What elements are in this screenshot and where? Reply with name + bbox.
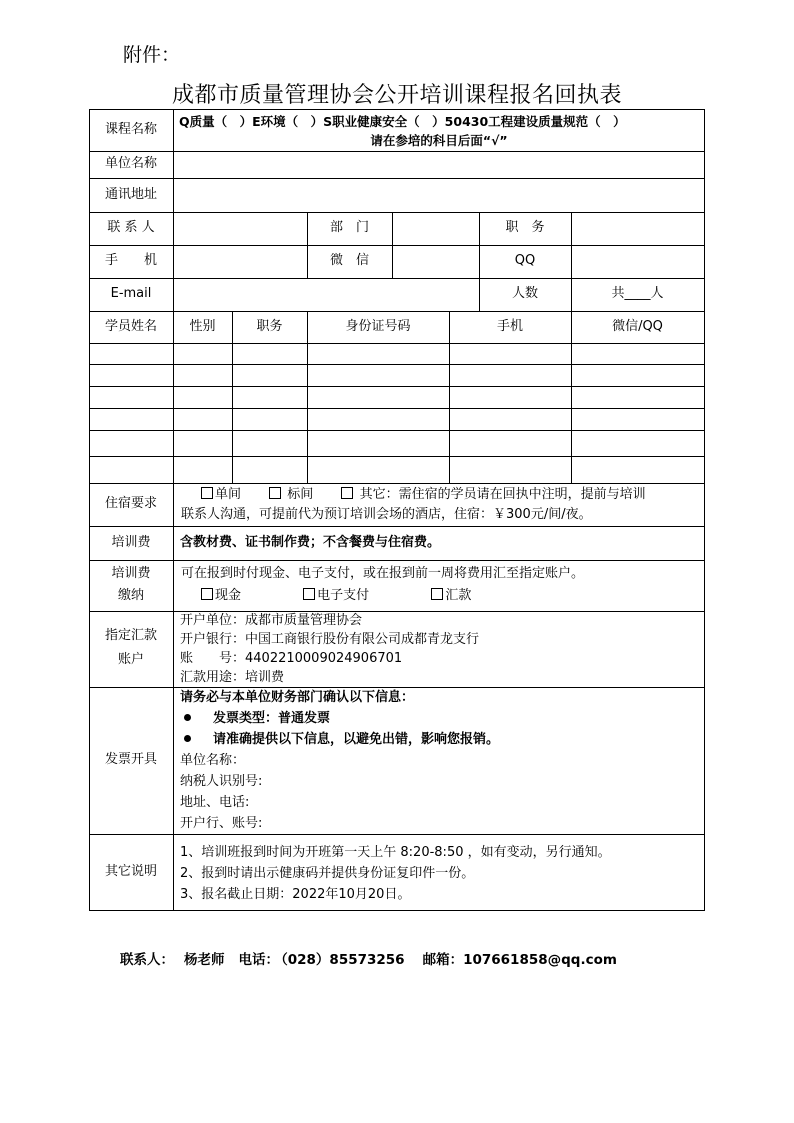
student-position-field[interactable] (233, 365, 307, 386)
student-id-number-field[interactable] (308, 387, 449, 408)
bank-label-line1: 指定汇款 (104, 628, 157, 643)
contact-label: 联 系 人 (107, 220, 155, 236)
student-mobile-field[interactable] (450, 344, 571, 364)
student-wechat-qq-field[interactable] (572, 409, 704, 430)
student-mobile-field[interactable] (450, 365, 571, 386)
option-cash-label: 现金 (215, 588, 242, 603)
payment-text: 可在报到时付现金、电子支付，或在报到前一周将费用汇至指定账户。 (181, 566, 585, 581)
student-position-field[interactable] (233, 387, 307, 408)
student-header-name: 学员姓名 (104, 318, 157, 334)
email-label: E-mail (110, 286, 152, 302)
student-header-id: 身份证号码 (345, 318, 411, 334)
student-name-field[interactable] (90, 457, 173, 483)
student-position-field[interactable] (233, 344, 307, 364)
checkbox-icon (431, 588, 443, 600)
invoice-accuracy-note: 请准确提供以下信息，以避免出错，影响您报销。 (213, 732, 500, 747)
headcount-field[interactable]: 共____人 (611, 286, 664, 302)
bank-details (173, 611, 704, 687)
qq-label: QQ (514, 253, 536, 269)
wechat-label: 微 信 (329, 253, 369, 269)
student-wechat-qq-field[interactable] (572, 431, 704, 456)
option-cash[interactable] (201, 588, 241, 603)
table-border-right (704, 109, 705, 911)
student-mobile-field[interactable] (450, 387, 571, 408)
contact-field[interactable] (174, 213, 307, 245)
checkbox-icon (303, 588, 315, 600)
attachment-label: 附件： (123, 44, 181, 66)
unit-name-label: 单位名称 (104, 156, 157, 172)
note-line: 2、报到时请出示健康码并提供身份证复印件一份。 (180, 866, 475, 881)
student-id-number-field[interactable] (308, 431, 449, 456)
student-id-number-field[interactable] (308, 365, 449, 386)
option-transfer[interactable] (431, 588, 471, 603)
mobile-label: 手 机 (104, 253, 157, 269)
student-position-field[interactable] (233, 457, 307, 483)
footer-contact-label: 联系人： (120, 952, 174, 968)
position-field[interactable] (572, 213, 704, 245)
student-name-field[interactable] (90, 344, 173, 364)
headcount-label: 人数 (511, 286, 538, 302)
option-standard-room-label: 标间 (287, 487, 314, 502)
bank-name: 开户银行：中国工商银行股份有限公司成都青龙支行 (180, 632, 480, 647)
fee-label: 培训费 (111, 534, 151, 550)
student-gender-field[interactable] (174, 409, 232, 430)
student-gender-field[interactable] (174, 344, 232, 364)
invoice-details (173, 687, 704, 834)
fee-text: 含教材费、证书制作费；不含餐费与住宿费。 (180, 534, 441, 550)
invoice-label: 发票开具 (104, 752, 157, 768)
bank-account-holder: 开户单位：成都市质量管理协会 (180, 613, 363, 628)
invoice-field-bank-account[interactable]: 开户行、账号: (180, 816, 263, 831)
student-header-position: 职务 (256, 318, 283, 334)
student-mobile-field[interactable] (450, 457, 571, 483)
option-other[interactable] (341, 487, 645, 502)
student-gender-field[interactable] (174, 457, 232, 483)
checkbox-icon (201, 588, 213, 600)
unit-name-field[interactable] (174, 152, 704, 178)
bank-account-number: 账 号：4402210009024906701 (180, 651, 403, 666)
invoice-field-unit-name[interactable]: 单位名称： (180, 753, 246, 768)
position-label: 职 务 (505, 220, 545, 236)
other-notes-label: 其它说明 (104, 863, 157, 879)
payment-label (89, 560, 173, 611)
payment-label-line2: 缴纳 (117, 588, 144, 603)
option-transfer-label: 汇款 (445, 588, 472, 603)
student-header-gender: 性别 (189, 318, 216, 334)
note-line: 3、报名截止日期：2022年10月20日。 (180, 887, 411, 902)
page-title: 成都市质量管理协会公开培训课程报名回执表 (171, 83, 622, 108)
student-gender-field[interactable] (174, 365, 232, 386)
course-label: 课程名称 (104, 121, 157, 137)
student-name-field[interactable] (90, 431, 173, 456)
option-single-room[interactable] (201, 487, 241, 502)
student-id-number-field[interactable] (308, 409, 449, 430)
invoice-type: 发票类型：普通发票 (213, 711, 331, 726)
address-label: 通讯地址 (104, 186, 157, 202)
footer-contact-name: 杨老师 (184, 952, 225, 968)
footer-email[interactable]: 107661858@qq.com (463, 952, 617, 968)
checkbox-icon (201, 487, 213, 499)
bullet-icon (184, 735, 191, 742)
invoice-confirm-text: 请务必与本单位财务部门确认以下信息： (180, 690, 415, 705)
payment-options (174, 561, 704, 611)
student-gender-field[interactable] (174, 387, 232, 408)
student-position-field[interactable] (233, 431, 307, 456)
option-electronic-label: 电子支付 (317, 588, 370, 603)
student-name-field[interactable] (90, 409, 173, 430)
footer-email-label: 邮箱： (422, 952, 464, 968)
footer-phone: （028）85573256 (281, 952, 405, 968)
option-single-room-label: 单间 (215, 487, 242, 502)
bullet-icon (184, 714, 191, 721)
student-position-field[interactable] (233, 409, 307, 430)
note-line: 1、培训班报到时间为开班第一天上午 8:20-8:50 ，如有变动，另行通知。 (180, 845, 611, 860)
other-notes (173, 834, 704, 910)
course-instruction: 请在参培的科目后面“√” (370, 133, 508, 148)
checkbox-icon (269, 487, 281, 499)
course-options-line: Q质量（ ）E环境（ ）S职业健康安全（ ）50430工程建设质量规范（ ） (179, 114, 626, 129)
mobile-field[interactable] (174, 246, 307, 278)
wechat-field[interactable] (393, 246, 479, 278)
accommodation-label: 住宿要求 (104, 496, 157, 512)
dept-label: 部 门 (329, 220, 369, 236)
dept-field[interactable] (393, 213, 479, 245)
student-gender-field[interactable] (174, 431, 232, 456)
student-name-field[interactable] (90, 365, 173, 386)
bank-purpose: 汇款用途：培训费 (180, 670, 285, 685)
student-id-number-field[interactable] (308, 344, 449, 364)
bank-label (89, 611, 173, 687)
student-mobile-field[interactable] (450, 431, 571, 456)
accommodation-options (174, 484, 704, 526)
footer-contact (120, 948, 631, 968)
invoice-field-address-phone[interactable]: 地址、电话: (180, 795, 250, 810)
course-options[interactable] (174, 110, 704, 151)
checkbox-icon (341, 487, 353, 499)
student-header-wechat-qq: 微信/QQ (612, 318, 663, 334)
option-standard-room[interactable] (269, 487, 313, 502)
address-field[interactable] (174, 179, 704, 212)
accommodation-note: 联系人沟通，可提前代为预订培训会场的酒店，住宿：￥300元/间/夜。 (181, 507, 592, 522)
student-wechat-qq-field[interactable] (572, 344, 704, 364)
student-id-number-field[interactable] (308, 457, 449, 483)
invoice-field-tax-id[interactable]: 纳税人识别号: (180, 774, 263, 789)
payment-label-line1: 培训费 (111, 566, 151, 581)
student-wechat-qq-field[interactable] (572, 365, 704, 386)
table-border-bottom (89, 910, 705, 911)
student-header-mobile: 手机 (496, 318, 523, 334)
bank-label-line2: 账户 (117, 652, 144, 667)
option-electronic[interactable] (303, 588, 369, 603)
student-wechat-qq-field[interactable] (572, 387, 704, 408)
student-mobile-field[interactable] (450, 409, 571, 430)
student-wechat-qq-field[interactable] (572, 457, 704, 483)
student-name-field[interactable] (90, 387, 173, 408)
option-other-label: 其它：需住宿的学员请在回执中注明，提前与培训 (359, 487, 646, 502)
email-field[interactable] (174, 279, 479, 311)
footer-phone-label: 电话： (238, 952, 279, 968)
qq-field[interactable] (572, 246, 704, 278)
